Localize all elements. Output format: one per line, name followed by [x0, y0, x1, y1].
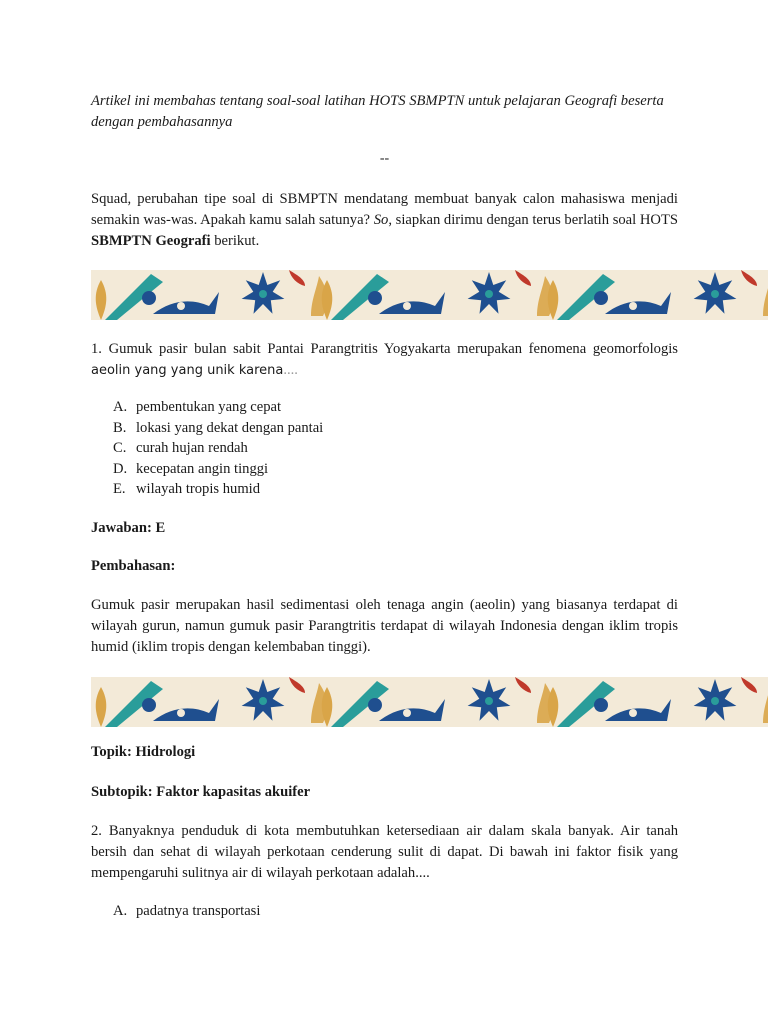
option-item	[113, 901, 260, 922]
ornament-shape	[259, 290, 267, 298]
ornament-shape	[142, 291, 156, 305]
ornament-shape	[96, 280, 107, 320]
ornament-shape	[763, 276, 768, 316]
ornament-shape	[741, 677, 757, 693]
intro-paragraph: Artikel ini membahas tentang soal-soal latihan HOTS SBMPTN untuk pelajaran Geografi beserta dengan pembahasannya	[91, 93, 664, 130]
ornament-shape	[289, 677, 305, 693]
question-1-options	[113, 397, 323, 500]
squad-bold: SBMPTN Geografi	[91, 233, 211, 249]
ornament-shape	[153, 699, 219, 721]
ornament-shape	[629, 709, 637, 717]
ornament-shape	[153, 292, 219, 314]
question-1-ellipsis: ....	[283, 362, 298, 378]
option-item	[113, 397, 323, 418]
topic: Topik: Hidrologi	[91, 744, 196, 760]
ornament-shape	[594, 291, 608, 305]
subtopic: Subtopik: Faktor kapasitas akuifer	[91, 784, 311, 800]
option-letter: E.	[113, 481, 126, 497]
question-2: 2. Banyaknya penduduk di kota membutuhkan ketersediaan air dalam skala banyak. Air tanah bersih dan sehat di wilayah perkotaan cenderung sulit di dapat. Di bawah ini faktor fisik yang mempengaruhi sulitnya air di wilayah perkotaan adalah....	[91, 823, 678, 881]
question-1-text: 1. Gumuk pasir bulan sabit Pantai Parangtritis Yogyakarta merupakan fenomena geomorfologis	[91, 341, 678, 357]
discussion-label: Pembahasan:	[91, 558, 176, 574]
ornament-shape	[259, 697, 267, 705]
ornament-pattern	[91, 270, 768, 320]
option-letter: D.	[113, 460, 128, 477]
ornament-shape	[763, 683, 768, 723]
ornament-shape	[711, 697, 719, 705]
option-item	[113, 479, 323, 500]
option-text: curah hujan rendah	[136, 440, 248, 456]
ornament-shape	[177, 709, 185, 717]
question-1	[91, 339, 678, 381]
discussion-text: Gumuk pasir merupakan hasil sedimentasi oleh tenaga angin (aeolin) yang biasanya terdapat di wilayah gurun, namun gumuk pasir Parangtritis terdapat di wilayah Indonesia dengan iklim tropis humid (iklim tropis dengan kelembaban tinggi).	[91, 597, 678, 655]
squad-text-2: , siapkan dirimu dengan terus berlatih soal HOTS	[388, 212, 679, 228]
ornament-shape	[594, 698, 608, 712]
option-text: kecepatan angin tinggi	[136, 460, 269, 477]
ornament-shape	[515, 677, 531, 693]
option-item	[113, 438, 323, 459]
squad-text-1: Squad, perubahan tipe soal di SBMPTN mendatang membuat banyak calon mahasiswa menjadi semakin was-was. Apakah kamu salah satunya?	[91, 191, 678, 228]
ornament-shape	[605, 699, 671, 721]
ornament-shape	[403, 709, 411, 717]
question-2-options	[113, 901, 260, 922]
ornament-shape	[741, 270, 757, 286]
ornament-shape	[403, 302, 411, 310]
ornament-shape	[711, 290, 719, 298]
ornament-shape	[515, 270, 531, 286]
squad-text-3: berikut.	[210, 233, 260, 249]
separator: --	[379, 151, 390, 166]
option-letter: A.	[113, 903, 128, 919]
ornament-shape	[379, 699, 445, 721]
option-letter: C.	[113, 440, 127, 456]
ornament-shape	[605, 292, 671, 314]
ornament-shape	[96, 687, 107, 727]
ornament-shape	[289, 270, 305, 286]
option-text: padatnya transportasi	[136, 903, 261, 919]
squad-paragraph	[91, 189, 678, 252]
ornament-shape	[379, 292, 445, 314]
option-text: pembentukan yang cepat	[136, 399, 282, 415]
option-item	[113, 418, 323, 439]
ornament-banner	[91, 677, 768, 727]
ornament-banner	[91, 270, 768, 320]
ornament-shape	[368, 291, 382, 305]
ornament-shape	[485, 697, 493, 705]
ornament-shape	[177, 302, 185, 310]
ornament-shape	[142, 698, 156, 712]
ornament-shape	[368, 698, 382, 712]
question-1-text-sans: aeolin yang yang unik karena	[91, 363, 284, 378]
option-text: lokasi yang dekat dengan pantai	[136, 419, 324, 436]
squad-so: So	[373, 212, 389, 228]
answer: Jawaban: E	[91, 520, 166, 536]
option-letter: A.	[113, 399, 128, 415]
option-text: wilayah tropis humid	[136, 481, 261, 497]
ornament-shape	[629, 302, 637, 310]
ornament-pattern	[91, 677, 768, 727]
ornament-shape	[485, 290, 493, 298]
option-letter: B.	[113, 419, 127, 436]
option-item	[113, 459, 323, 480]
